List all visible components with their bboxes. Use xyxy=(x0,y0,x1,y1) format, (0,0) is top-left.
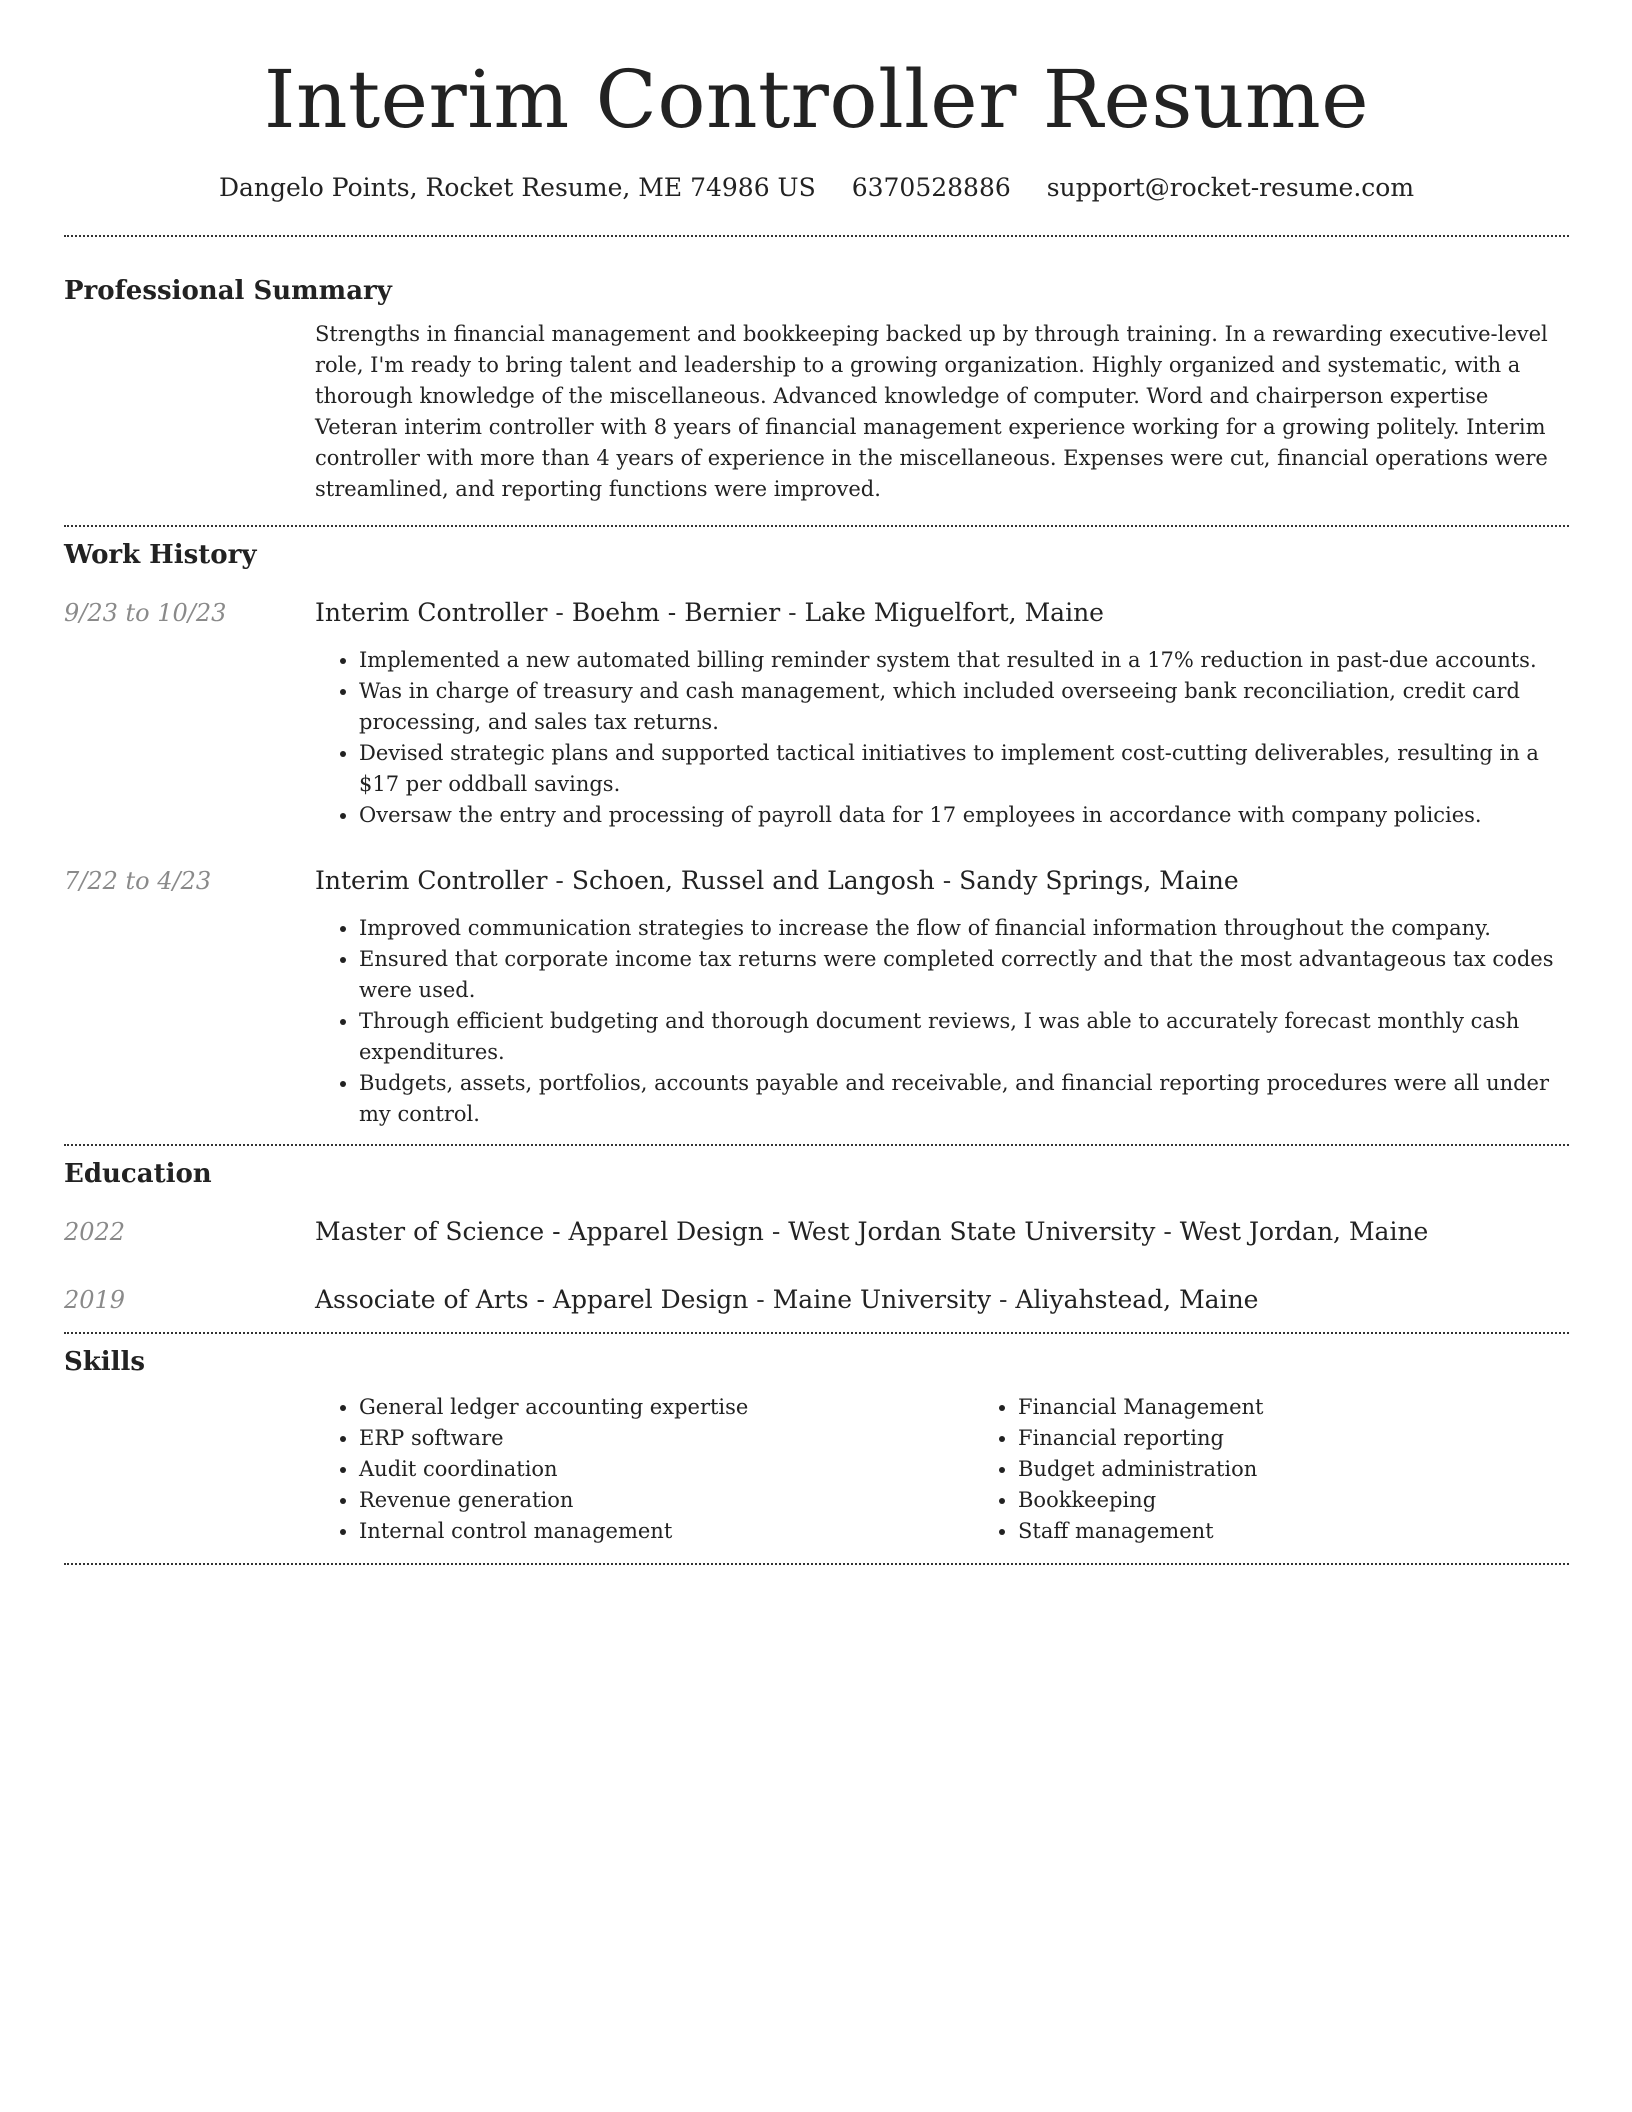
skill-item: • Audit coordination xyxy=(359,1454,974,1485)
job-bullet: • Was in charge of treasury and cash management, which included overseeing bank reconciliation, credit card processing, and sales tax returns. xyxy=(359,676,1569,738)
skills-section xyxy=(64,1346,1569,1547)
education-year: 2022 xyxy=(64,1218,126,1246)
summary-heading: Professional Summary xyxy=(64,276,392,306)
skill-item: • Bookkeeping xyxy=(1018,1485,1632,1516)
work-heading: Work History xyxy=(64,540,257,570)
job-company: Schoen, Russel and Langosh xyxy=(571,866,935,895)
skill-item: • Financial reporting xyxy=(1018,1423,1632,1454)
resume-title: Interim Controller Resume xyxy=(263,53,1370,146)
skill-item: • Budget administration xyxy=(1018,1454,1632,1485)
contact-phone: 6370528886 xyxy=(851,173,1011,202)
divider xyxy=(64,1332,1569,1334)
job-heading xyxy=(315,865,1569,897)
divider xyxy=(64,1144,1569,1146)
skills-grid xyxy=(315,1392,1569,1547)
job-title: Interim Controller xyxy=(315,866,548,895)
education-separator: - xyxy=(763,1217,789,1246)
education-school: Maine University xyxy=(772,1285,992,1314)
job-bullet: • Improved communication strategies to increase the flow of financial information throughout the company. xyxy=(359,913,1569,944)
job-bullets xyxy=(315,645,1569,831)
job-bullet: • Budgets, assets, portfolios, accounts payable and receivable, and financial reporting procedures were all under my control. xyxy=(359,1068,1569,1130)
skill-item: • Revenue generation xyxy=(359,1485,974,1516)
contact-email: support@rocket-resume.com xyxy=(1046,173,1415,202)
job-separator: - xyxy=(547,866,572,895)
job-separator: - xyxy=(547,598,572,627)
job-bullet: • Devised strategic plans and supported tactical initiatives to implement cost-cutting deliverables, resulting in a $17 per oddball savings. xyxy=(359,738,1569,800)
summary-text: Strengths in financial management and bookkeeping backed up by through training. In a rewarding executive-level role, I'm ready to bring talent and leadership to a growing organization. Highly organized and systematic, with a thorough knowledge of the miscellaneous. Advanced knowledge of computer. Word and chairperson expertise Veteran interim controller with 8 years of financial management experience working for a growing politely. Interim controller with more than 4 years of experience in the miscellaneous. Expenses were cut, financial operations were streamlined, and reporting functions were improved. xyxy=(315,322,1548,501)
job-bullet: • Ensured that corporate income tax returns were completed correctly and that the most advantageous tax codes were used. xyxy=(359,944,1569,1006)
contact-address: Dangelo Points, Rocket Resume, ME 74986 US xyxy=(218,173,816,202)
job-location: Sandy Springs, Maine xyxy=(959,866,1239,895)
education-separator: - xyxy=(748,1285,773,1314)
job-bullets xyxy=(315,913,1569,1130)
divider xyxy=(64,1563,1569,1565)
job-bullet: • Implemented a new automated billing reminder system that resulted in a 17% reduction in past-due accounts. xyxy=(359,645,1569,676)
job-bullet: • Oversaw the entry and processing of payroll data for 17 employees in accordance with company policies. xyxy=(359,800,1569,831)
divider xyxy=(64,525,1569,527)
skill-item: • Staff management xyxy=(1018,1516,1632,1547)
job-dates: 7/22 to 4/23 xyxy=(64,867,212,895)
work-section xyxy=(64,539,1569,1130)
skill-item: • Financial Management xyxy=(1018,1392,1632,1423)
education-heading: Education xyxy=(64,1159,212,1189)
job-location: Lake Miguelfort, Maine xyxy=(804,598,1104,627)
resume-page xyxy=(64,0,1569,1565)
education-school: West Jordan State University xyxy=(788,1217,1156,1246)
education-location: Aliyahstead, Maine xyxy=(1015,1285,1259,1314)
education-section xyxy=(64,1158,1569,1316)
education-heading-line xyxy=(315,1284,1569,1316)
skill-item: • General ledger accounting expertise xyxy=(359,1392,974,1423)
job-heading xyxy=(315,597,1569,629)
job-entry xyxy=(64,865,1569,1130)
education-entry xyxy=(64,1216,1569,1248)
education-separator: - xyxy=(991,1285,1016,1314)
summary-section xyxy=(64,275,1569,505)
job-separator: - xyxy=(780,598,805,627)
job-bullet: • Through efficient budgeting and thorough document reviews, I was able to accurately forecast monthly cash expenditures. xyxy=(359,1006,1569,1068)
job-company: Boehm - Bernier xyxy=(571,598,781,627)
skill-item: • Internal control management xyxy=(359,1516,974,1547)
job-title: Interim Controller xyxy=(315,598,548,627)
education-year: 2019 xyxy=(64,1286,126,1314)
job-dates: 9/23 to 10/23 xyxy=(64,599,227,627)
education-heading-line xyxy=(315,1216,1569,1248)
education-entry xyxy=(64,1284,1569,1316)
skill-item: • ERP software xyxy=(359,1423,974,1454)
education-location: West Jordan, Maine xyxy=(1179,1217,1429,1246)
contact-line xyxy=(64,172,1569,204)
divider xyxy=(64,235,1569,237)
education-separator: - xyxy=(1155,1217,1180,1246)
education-degree: Associate of Arts - Apparel Design xyxy=(315,1285,749,1314)
skills-list-right xyxy=(974,1392,1632,1547)
skills-list-left xyxy=(315,1392,974,1547)
education-degree: Master of Science - Apparel Design xyxy=(315,1217,764,1246)
job-entry xyxy=(64,597,1569,831)
job-separator: - xyxy=(934,866,960,895)
skills-heading: Skills xyxy=(64,1347,146,1377)
